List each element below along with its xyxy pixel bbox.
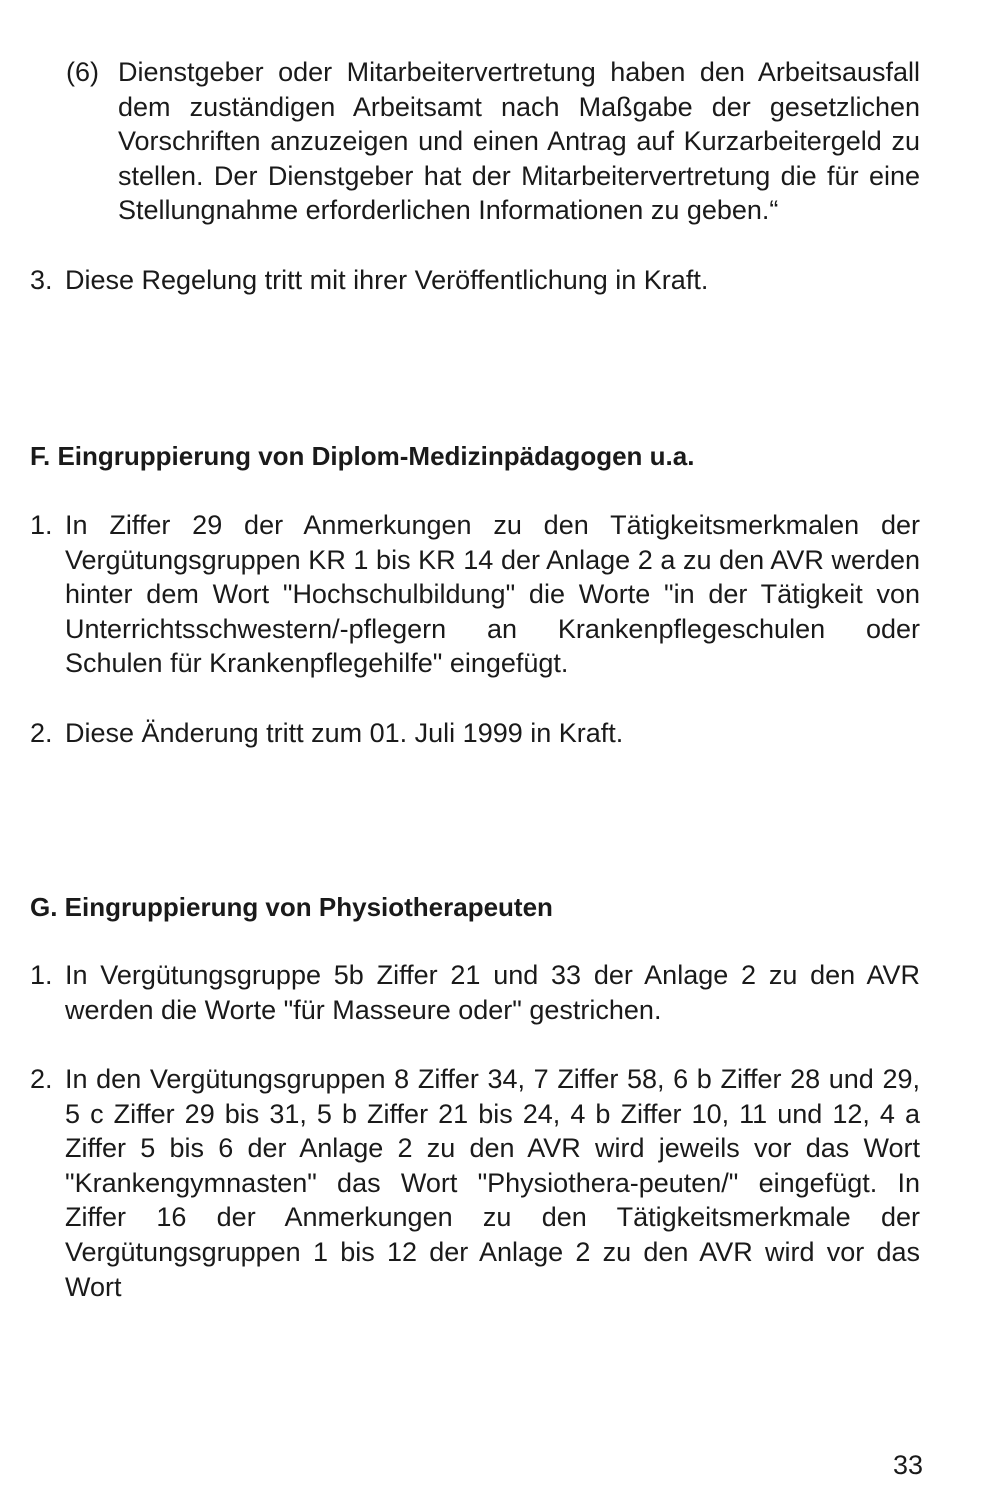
paragraph-6-text: Dienstgeber oder Mitarbeitervertretung haben den Arbeitsausfall dem zuständigen Arbeitsamt nach Maßgabe der gesetzlichen Vorschriften anzuzeigen und einen Antrag auf Kurzarbeitergeld zu stellen. Der Dienstgeber hat der Mitarbeitervertretung die für eine Stellungnahme erforderlichen Informationen zu geben.“: [118, 57, 920, 226]
paragraph-3-number: 3.: [30, 265, 53, 295]
section-g-item-2-text: In den Vergütungsgruppen 8 Ziffer 34, 7 Ziffer 58, 6 b Ziffer 28 und 29, 5 c Ziffer 29 bis 31, 5 b Ziffer 21 bis 24, 4 b Ziffer 10, 11 und 12, 4 a Ziffer 5 bis 6 der Anlage 2 zu den AVR wird jeweils vor das Wort "Krankengymnasten" das Wort "Physiothera-peuten/" eingefügt. In Ziffer 16 der Anmerkungen zu den Tätigkeitsmerkmale der Vergütungsgruppen 1 bis 12 der Anlage 2 zu den AVR wird vor das Wort: [65, 1064, 920, 1302]
page-number: 33: [892, 1450, 923, 1480]
section-g-heading: G. Eingruppierung von Physiotherapeuten: [30, 892, 553, 922]
paragraph-6: [66, 55, 920, 228]
paragraph-6-number: (6): [66, 57, 99, 87]
section-g-item-2: [30, 1062, 920, 1304]
section-f-item-2: [30, 716, 920, 751]
section-f-item-1: [30, 508, 920, 681]
section-f-item-2-text: Diese Änderung tritt zum 01. Juli 1999 in Kraft.: [65, 718, 624, 748]
paragraph-3-text: Diese Regelung tritt mit ihrer Veröffentlichung in Kraft.: [65, 265, 709, 295]
section-g-item-1-text: In Vergütungsgruppe 5b Ziffer 21 und 33 der Anlage 2 zu den AVR werden die Worte "für Masseure oder" gestrichen.: [65, 960, 920, 1025]
section-f-item-1-text: In Ziffer 29 der Anmerkungen zu den Tätigkeitsmerkmalen der Vergütungsgruppen KR 1 bis KR 14 der Anlage 2 a zu den AVR werden hinter dem Wort "Hochschulbildung" die Worte "in der Tätigkeit von Unterrichtsschwestern/-pflegern an Krankenpflegeschulen oder Schulen für Krankenpflegehilfe" eingefügt.: [65, 510, 920, 679]
section-f-heading: F. Eingruppierung von Diplom-Medizinpädagogen u.a.: [30, 441, 695, 471]
section-f-item-2-number: 2.: [30, 718, 53, 748]
section-g-item-1-number: 1.: [30, 960, 53, 990]
section-g-item-2-number: 2.: [30, 1064, 53, 1094]
paragraph-3: [30, 263, 920, 298]
section-f-item-1-number: 1.: [30, 510, 53, 540]
section-g-item-1: [30, 958, 920, 1027]
